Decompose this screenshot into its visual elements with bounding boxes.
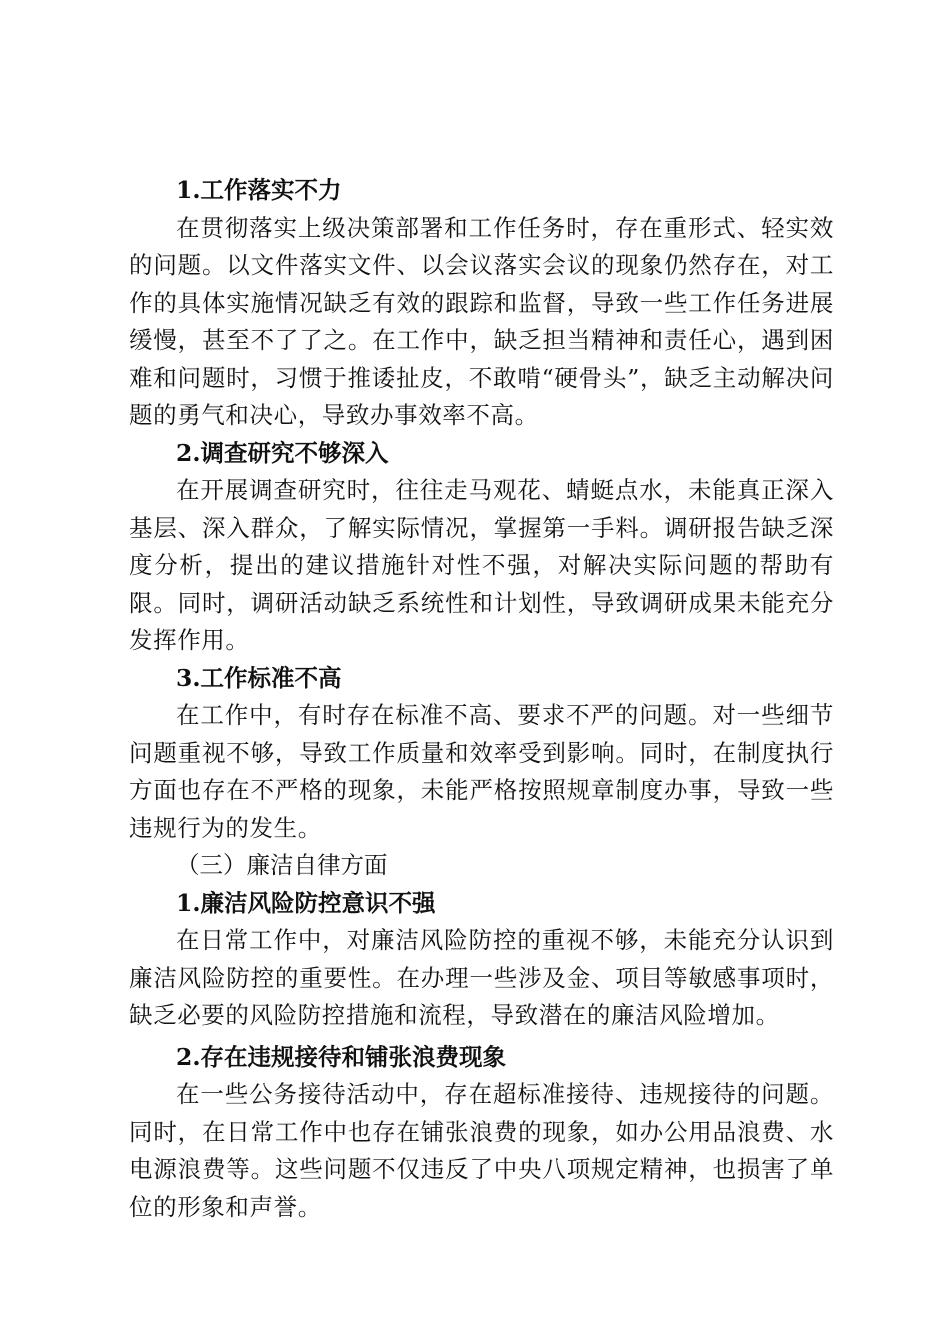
paragraph-integrity-risk: 在日常工作中，对廉洁风险防控的重视不够，未能充分认识到廉洁风险防控的重要性。在办理一些涉及金、项目等敏感事项时，缺乏必要的风险防控措施和流程，导致潜在的廉洁风险增加。 [129,926,834,1029]
paragraph-work-implementation: 在贯彻落实上级决策部署和工作任务时，存在重形式、轻实效的问题。以文件落实文件、以会议落实会议的现象仍然存在，对工作的具体实施情况缺乏有效的跟踪和监督，导致一些工作任务进展缓慢，甚至不了了之。在工作中，缺乏担当精神和责任心，遇到困难和问题时，习惯于推诿扯皮，不敢啃“硬骨头”，缺乏主动解决问题的勇气和决心，导致办事效率不高。 [129,213,834,429]
subsection-title: （三）廉洁自律方面 [176,851,388,879]
paragraph-work-standard: 在工作中，有时存在标准不高、要求不严的问题。对一些细节问题重视不够，导致工作质量和效率受到影响。同时，在制度执行方面也存在不严格的现象，未能严格按照规章制度办事，导致一些违规行为的发生。 [129,701,834,842]
paragraph-violation-reception: 在一些公务接待活动中，存在超标准接待、违规接待的问题。同时，在日常工作中也存在铺张浪费的现象，如办公用品浪费、水电源浪费等。这些问题不仅违反了中央八项规定精神，也损害了单位的形象和声誉。 [129,1080,834,1221]
heading-work-implementation: 1.工作落实不力 [176,176,342,204]
paragraph-research: 在开展调查研究时，往往走马观花、蜻蜓点水，未能真正深入基层、深入群众，了解实际情况，掌握第一手料。调研报告缺乏深度分析，提出的建议措施针对性不强，对解决实际问题的帮助有限。同时，调研活动缺乏系统性和计划性，导致调研成果未能充分发挥作用。 [129,476,834,654]
heading-research: 2.调查研究不够深入 [176,438,389,467]
heading-work-standard: 3.工作标准不高 [176,663,342,692]
heading-violation-reception: 2.存在违规接待和铺张浪费现象 [176,1042,507,1071]
heading-integrity-risk: 1.廉洁风险防控意识不强 [176,888,436,917]
document-page [129,172,834,1226]
